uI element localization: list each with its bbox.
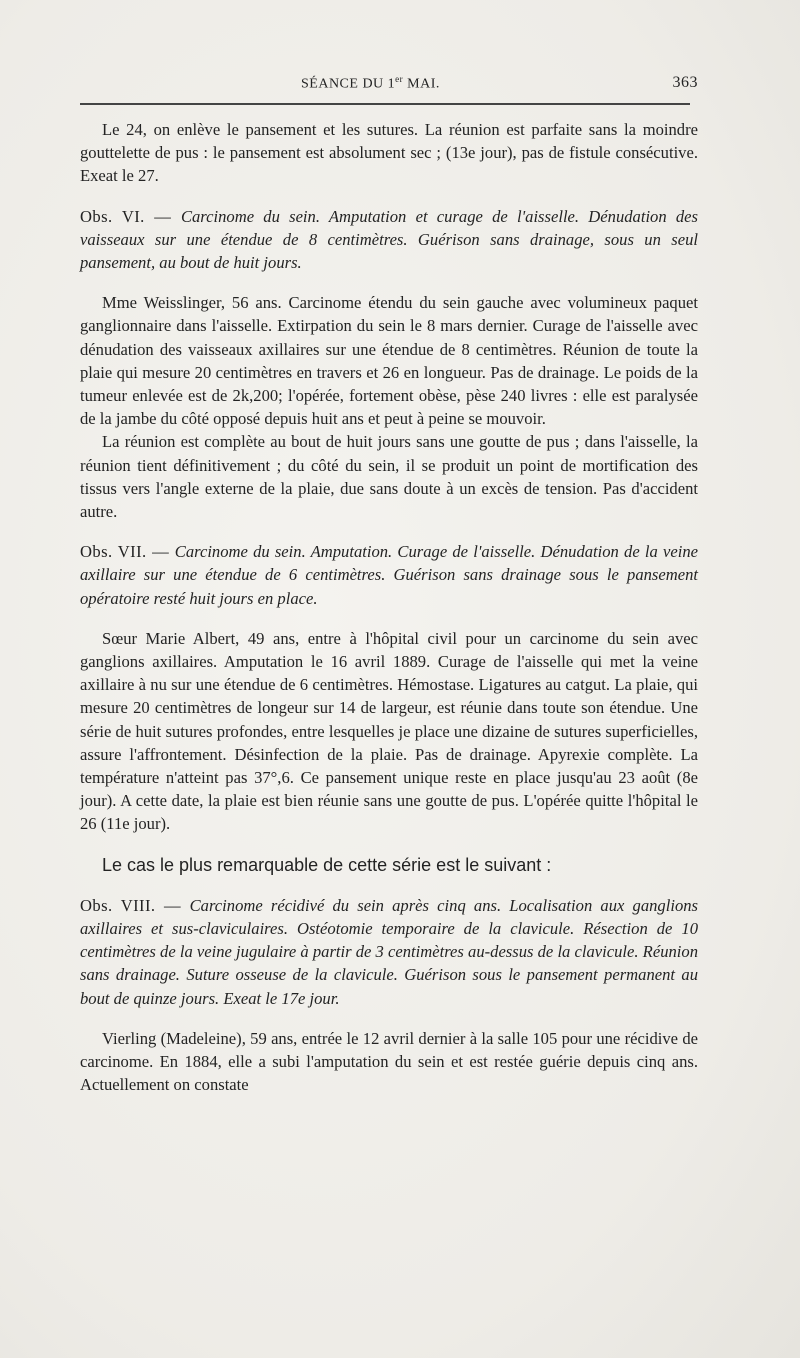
running-title-month: MAI. xyxy=(403,76,440,92)
observation-vi-heading xyxy=(80,205,698,275)
body-text xyxy=(80,118,698,1096)
running-title-text: SÉANCE DU 1 xyxy=(301,76,396,92)
observation-title: Carcinome du sein. Amputation. Curage de l'aisselle. Dénudation de la veine axillaire sur une étendue de 6 centimètres. Guérison sans drainage sous le pansement opératoire resté huit jours en place. xyxy=(80,542,699,608)
running-title-superscript: er xyxy=(395,74,404,84)
observation-label: Obs. VII. — xyxy=(80,542,175,562)
page-header xyxy=(80,74,698,98)
paragraph-case-marie-albert: Sœur Marie Albert, 49 ans, entre à l'hôpital civil pour un carcinome du sein avec ganglions axillaires. Amputation le 16 avril 1889. Curage de l'aisselle qui met la veine axillaire à nu sur une étendue de 6 centimètres. Hémostase. Ligatures au catgut. La plaie, qui mesure 20 centimètres de longeur sur 14 de largeur, est réunie dans toute son étendue. Une série de huit sutures profondes, entre lesquelles je place une dizaine de sutures superficielles, assure l'affrontement. Désinfection de la plaie. Pas de drainage. Apyrexie complète. La température n'atteint pas 37°,6. Ce pansement unique reste en place jusqu'au 23 août (8e jour). A cette date, la plaie est bien réunie sans une goutte de pus. L'opérée quitte l'hôpital le 26 (11e jour). xyxy=(80,628,698,834)
observation-viii-heading xyxy=(80,894,698,1010)
paragraph-case-vierling: Vierling (Madeleine), 59 ans, entrée le 12 avril dernier à la salle 105 pour une récidive de carcinome. En 1884, elle a subi l'amputation du sein et est restée guérie depuis cinq ans. Actuellement on constate xyxy=(80,1028,698,1095)
paragraph-reunion: La réunion est complète au bout de huit jours sans une goutte de pus ; dans l'aisselle, la réunion tient définitivement ; du côté du sein, il se produit un point de mortification des tissus vers l'angle externe de la plaie, due sans doute à un excès de tension. Pas d'accident autre. xyxy=(80,432,698,522)
paragraph-case-weisslinger: Mme Weisslinger, 56 ans. Carcinome étendu du sein gauche avec volumineux paquet ganglionnaire dans l'aisselle. Extirpation du sein le 8 mars dernier. Curage de l'aisselle avec dénudation des vaisseaux axillaires sur une étendue de 8 centimètres. Réunion de toute la plaie qui mesure 20 centimètres en travers et 26 en longueur. Pas de drainage. Le poids de la tumeur enlevée est de 2k,200; l'opérée, fortement obèse, pèse 240 livres : elle est paralysée de la jambe du côté opposé depuis huit ans et peut à peine se mouvoir. xyxy=(80,293,698,429)
running-title xyxy=(301,74,440,93)
section-lead-sentence: Le cas le plus remarquable de cette série est le suivant : xyxy=(102,854,552,875)
observation-title: Carcinome du sein. Amputation et curage de l'aisselle. Dénudation des vaisseaux sur une étendue de 8 centimètres. Guérison sans drainage, sous un seul pansement, au bout de huit jours. xyxy=(80,206,698,273)
observation-vii-heading xyxy=(80,540,698,610)
observation-label: Obs. VI. — xyxy=(80,206,181,226)
observation-title: Carcinome récidivé du sein après cinq ans. Localisation aux ganglions axillaires et sus-claviculaires. Ostéotomie temporaire de la clavicule. Résection de 10 centimètres de la veine jugulaire à partir de 3 centimètres au-dessus de la clavicule. Réunion sans drainage. Suture osseuse de la clavicule. Guérison sous le pansement permanent au bout de quinze jours. Exeat le 17e jour. xyxy=(80,895,698,1008)
paragraph-continuation: Le 24, on enlève le pansement et les sutures. La réunion est parfaite sans la moindre gouttelette de pus : le pansement est absolument sec ; (13e jour), pas de fistule consécutive. Exeat le 27. xyxy=(80,120,698,186)
header-rule xyxy=(80,103,690,105)
observation-label: Obs. VIII. — xyxy=(80,895,190,915)
page-number: 363 xyxy=(672,74,698,91)
